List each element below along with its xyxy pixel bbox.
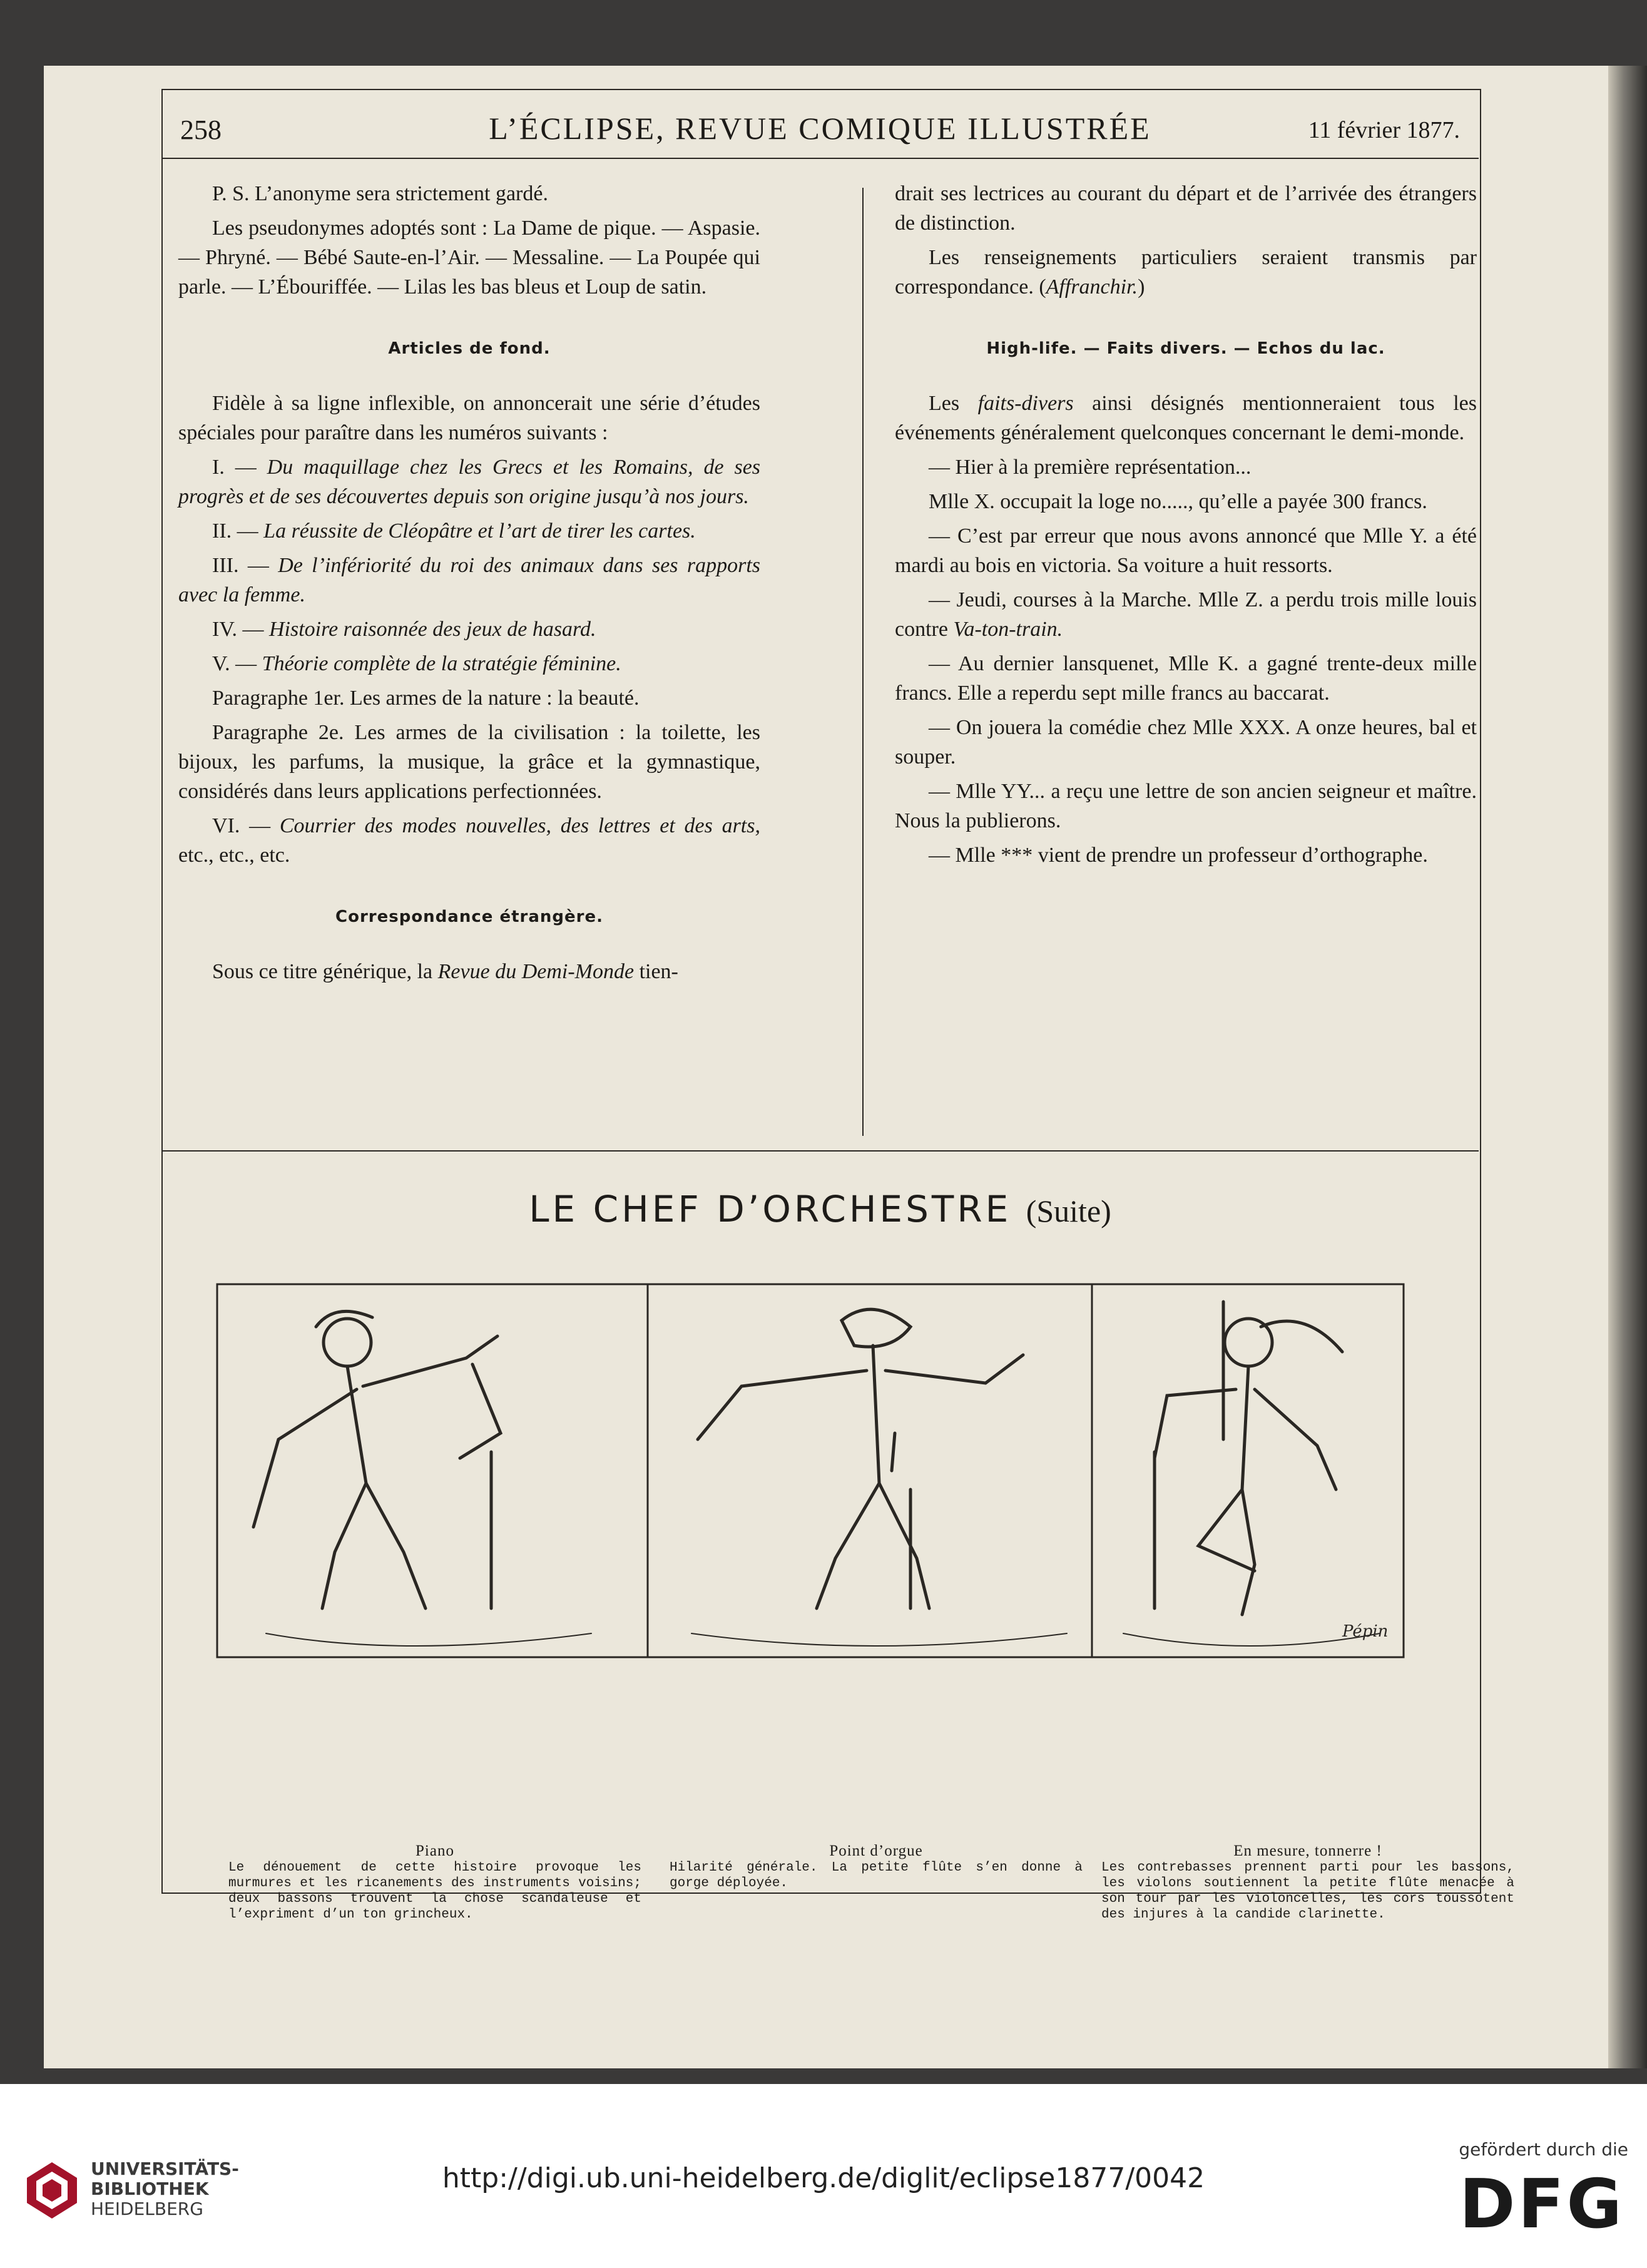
right-column <box>895 179 1477 875</box>
left-column <box>178 179 760 991</box>
correspondance-paragraph: Sous ce titre générique, la Revue du Demi-Monde tien- <box>212 960 678 983</box>
news-item-2: Mlle X. occupait la loge no....., qu’elle a payée 300 francs. <box>929 490 1427 513</box>
section-heading-correspondance: Correspondance étrangère. <box>335 907 603 926</box>
list-item-1: I. — Du maquillage chez les Grecs et les Romains, de ses progrès et de ses découvertes depuis son origine jusqu’à nos jours. <box>178 456 761 508</box>
caption-title-3: En mesure, tonnerre ! <box>1233 1842 1382 1859</box>
news-item-4: — Jeudi, courses à la Marche. Mlle Z. a perdu trois mille louis contre Va-ton-train. <box>895 588 1477 641</box>
list-item-3: III. — De l’infériorité du roi des animaux dans ses rapports avec la femme. <box>178 554 761 606</box>
pseudonyms-paragraph: Les pseudonymes adoptés sont : La Dame de pique. — Aspasie. — Phryné. — Bébé Saute-en-l’Air. — Messaline. — La Poupée qui parle. — L’Ébouriffée. — Lilas les bas bleus et Loup de satin. <box>178 217 760 299</box>
caption-text-2: Hilarité générale. La petite flûte s’en donne à gorge déployée. <box>670 1861 1083 1891</box>
section-heading-articles: Articles de fond. <box>388 339 551 358</box>
cartoon-title: LE CHEF D’ORCHESTRE (Suite) <box>529 1188 1111 1230</box>
news-item-1: — Hier à la première représentation... <box>929 456 1252 479</box>
paragraphe-1: Paragraphe 1er. Les armes de la nature : la beauté. <box>212 687 640 710</box>
list-item-4: IV. — Histoire raisonnée des jeux de hasard. <box>212 618 596 641</box>
list-item-5: V. — Théorie complète de la stratégie féminine. <box>212 652 621 675</box>
permalink-url[interactable]: http://digi.ub.uni-heidelberg.de/diglit/eclipse1877/0042 <box>442 2162 1205 2194</box>
journal-title: L’ÉCLIPSE, REVUE COMIQUE ILLUSTRÉE <box>489 111 1151 146</box>
panel-1-conductor-illustration <box>253 1311 591 1646</box>
panel-2-conductor-illustration <box>691 1309 1067 1646</box>
caption-panel-1 <box>228 1843 641 1923</box>
news-item-5: — Au dernier lansquenet, Mlle K. a gagné trente-deux mille francs. Elle a reperdu sept mille francs au baccarat. <box>895 652 1477 705</box>
news-item-8: — Mlle *** vient de prendre un professeur d’orthographe. <box>929 844 1428 867</box>
column-divider <box>862 188 864 1136</box>
series-intro-paragraph: Fidèle à sa ligne inflexible, on annoncerait une série d’études spéciales pour paraître dans les numéros suivants : <box>178 392 760 444</box>
caption-title-1: Piano <box>416 1842 454 1859</box>
continuation-paragraph: drait ses lectrices au courant du départ et de l’arrivée des étrangers de distinction. <box>895 182 1477 235</box>
artist-signature: Pépin <box>1342 1622 1389 1641</box>
dfg-logo: DFG <box>1459 2165 1624 2244</box>
caption-text-3: Les contrebasses prennent parti pour les bassons, les violons soutiennent la petite flûte menacée à son tour par les violoncelles, les cors toussotent des injures à la candide clarinette. <box>1101 1861 1514 1922</box>
book-spine <box>1608 66 1647 2068</box>
library-name: UNIVERSITÄTS- BIBLIOTHEK HEIDELBERG <box>91 2158 239 2219</box>
news-item-7: — Mlle YY... a reçu une lettre de son ancien seigneur et maître. Nous la publierons. <box>895 780 1477 832</box>
section-divider <box>161 1150 1479 1152</box>
caption-text-1: Le dénouement de cette histoire provoque les murmures et les ricanements des instruments voisins; deux bassons trouvent la chose scandaleuse et l’expriment d’un ton grincheux. <box>228 1861 641 1922</box>
faits-divers-paragraph: Les faits-divers ainsi désignés mentionneraient tous les événements généralement quelconques concernant le demi-monde. <box>895 392 1477 444</box>
paragraphe-2: Paragraphe 2e. Les armes de la civilisation : la toilette, les bijoux, les parfums, la musique, la grâce et la gymnastique, considérés dans leurs applications perfectionnées. <box>178 721 760 803</box>
cartoon-strip <box>216 1283 1405 1658</box>
caption-panel-3 <box>1101 1843 1514 1923</box>
page-number: 258 <box>180 115 222 145</box>
digitization-footer <box>0 2084 1647 2268</box>
list-item-6: VI. — Courrier des modes nouvelles, des lettres et des arts, etc., etc., etc. <box>178 814 760 867</box>
news-item-3: — C’est par erreur que nous avons annoncé que Mlle Y. a été mardi au bois en victoria. Sa voiture a huit ressorts. <box>895 524 1477 577</box>
news-item-6: — On jouera la comédie chez Mlle XXX. A onze heures, bal et souper. <box>895 716 1477 769</box>
section-heading-high-life: High-life. — Faits divers. — Echos du lac. <box>986 339 1385 358</box>
ps-paragraph: P. S. L’anonyme sera strictement gardé. <box>212 182 548 205</box>
panel-3-conductor-illustration <box>1123 1302 1380 1646</box>
issue-date: 11 février 1877. <box>1308 117 1460 143</box>
funding-note: gefördert durch die <box>1459 2139 1628 2160</box>
renseignements-paragraph: Les renseignements particuliers seraient transmis par correspondance. (Affranchir.) <box>895 246 1477 299</box>
caption-title-2: Point d’orgue <box>829 1842 923 1859</box>
running-header <box>161 108 1479 159</box>
list-item-2: II. — La réussite de Cléopâtre et l’art de tirer les cartes. <box>212 519 696 543</box>
caption-panel-2 <box>670 1843 1083 1891</box>
